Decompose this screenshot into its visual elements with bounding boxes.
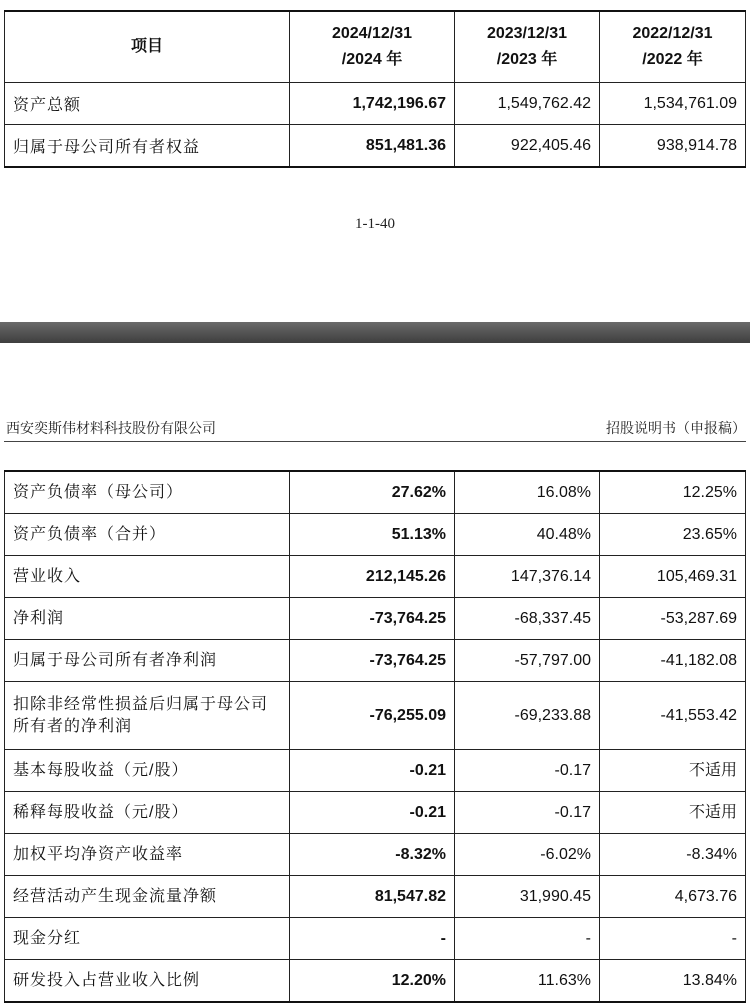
value-2022: 13.84%	[600, 960, 746, 1003]
value-2024: -76,255.09	[290, 682, 455, 750]
row-label: 净利润	[5, 598, 290, 640]
column-header-2024: 2024/12/31 /2024 年	[290, 11, 455, 83]
column-header-item: 项目	[5, 11, 290, 83]
page-number: 1-1-40	[355, 216, 395, 232]
row-label: 经营活动产生现金流量净额	[5, 876, 290, 918]
value-2022: -41,182.08	[600, 640, 746, 682]
table-row	[5, 125, 746, 168]
value-2022: 23.65%	[600, 514, 746, 556]
value-2023: 147,376.14	[455, 556, 600, 598]
row-label: 研发投入占营业收入比例	[5, 960, 290, 1003]
table-row	[5, 83, 746, 125]
value-2022: 105,469.31	[600, 556, 746, 598]
value-2022: -41,553.42	[600, 682, 746, 750]
row-label: 资产负债率（合并）	[5, 514, 290, 556]
value-2023: -6.02%	[455, 834, 600, 876]
row-label: 营业收入	[5, 556, 290, 598]
value-2023: -0.17	[455, 792, 600, 834]
financial-indicators-table	[4, 470, 746, 1003]
value-2022: -53,287.69	[600, 598, 746, 640]
value-2023: 11.63%	[455, 960, 600, 1003]
value-2024: -0.21	[290, 750, 455, 792]
page-separator	[0, 322, 750, 343]
value-2022: 不适用	[600, 750, 746, 792]
balance-summary-table	[4, 10, 746, 168]
value-2024: 12.20%	[290, 960, 455, 1003]
value-2023: -0.17	[455, 750, 600, 792]
value-2024: 81,547.82	[290, 876, 455, 918]
value-2023: -69,233.88	[455, 682, 600, 750]
value-2022: 不适用	[600, 792, 746, 834]
value-2024: -8.32%	[290, 834, 455, 876]
row-label: 稀释每股收益（元/股）	[5, 792, 290, 834]
table-row	[5, 918, 746, 960]
table-row	[5, 598, 746, 640]
value-2022: 4,673.76	[600, 876, 746, 918]
table-row	[5, 682, 746, 750]
value-2023: 922,405.46	[455, 125, 600, 168]
value-2022: -	[600, 918, 746, 960]
table-row	[5, 792, 746, 834]
value-2022: 12.25%	[600, 471, 746, 514]
row-label: 现金分红	[5, 918, 290, 960]
value-2024: 27.62%	[290, 471, 455, 514]
value-2024: 1,742,196.67	[290, 83, 455, 125]
value-2024: 851,481.36	[290, 125, 455, 168]
table-row	[5, 750, 746, 792]
value-2023: -57,797.00	[455, 640, 600, 682]
document-type: 招股说明书（申报稿）	[606, 421, 746, 437]
table-row	[5, 640, 746, 682]
value-2024: 51.13%	[290, 514, 455, 556]
table-row	[5, 834, 746, 876]
column-header-2023: 2023/12/31 /2023 年	[455, 11, 600, 83]
row-label: 加权平均净资产收益率	[5, 834, 290, 876]
value-2024: -	[290, 918, 455, 960]
value-2023: 1,549,762.42	[455, 83, 600, 125]
value-2023: 16.08%	[455, 471, 600, 514]
value-2022: 938,914.78	[600, 125, 746, 168]
company-name: 西安奕斯伟材料科技股份有限公司	[6, 421, 216, 437]
row-label: 归属于母公司所有者权益	[5, 125, 290, 168]
row-label: 归属于母公司所有者净利润	[5, 640, 290, 682]
value-2024: -73,764.25	[290, 598, 455, 640]
header-rule	[4, 441, 746, 442]
table-row	[5, 960, 746, 1003]
table-row	[5, 876, 746, 918]
value-2023: 40.48%	[455, 514, 600, 556]
value-2024: 212,145.26	[290, 556, 455, 598]
table-header-row	[5, 11, 746, 83]
column-header-2022: 2022/12/31 /2022 年	[600, 11, 746, 83]
row-label: 扣除非经常性损益后归属于母公司所有者的净利润	[5, 682, 290, 750]
value-2022: -8.34%	[600, 834, 746, 876]
row-label: 基本每股收益（元/股）	[5, 750, 290, 792]
table-row	[5, 514, 746, 556]
table-row	[5, 556, 746, 598]
value-2023: 31,990.45	[455, 876, 600, 918]
value-2024: -0.21	[290, 792, 455, 834]
value-2022: 1,534,761.09	[600, 83, 746, 125]
table-row	[5, 471, 746, 514]
row-label: 资产负债率（母公司）	[5, 471, 290, 514]
value-2023: -	[455, 918, 600, 960]
row-label: 资产总额	[5, 83, 290, 125]
value-2023: -68,337.45	[455, 598, 600, 640]
value-2024: -73,764.25	[290, 640, 455, 682]
